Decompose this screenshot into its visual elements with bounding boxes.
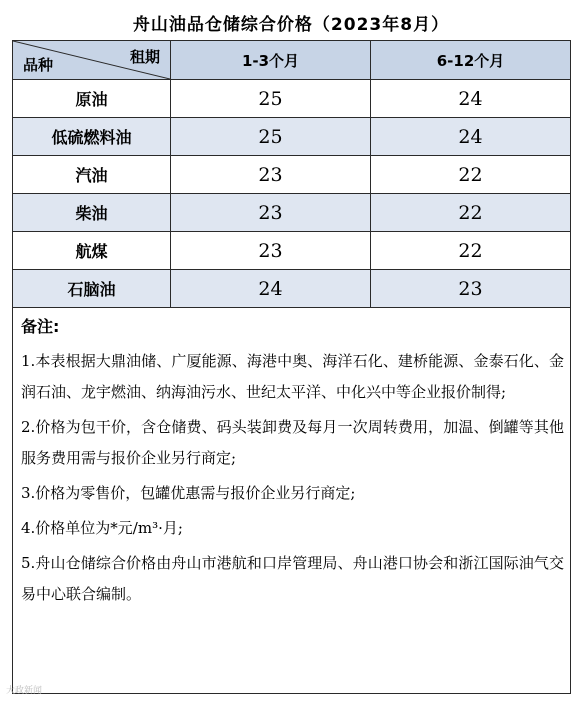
price-6-12-cell: 22 — [371, 232, 571, 270]
header-corner-cell — [13, 41, 171, 80]
variety-cell: 石脑油 — [13, 270, 171, 308]
price-1-3-cell: 23 — [171, 194, 371, 232]
price-1-3-cell: 25 — [171, 118, 371, 156]
price-6-12-cell: 23 — [371, 270, 571, 308]
variety-cell: 低硫燃料油 — [13, 118, 171, 156]
table-row — [13, 232, 571, 270]
price-6-12-cell: 24 — [371, 80, 571, 118]
notes-title: 备注: — [21, 317, 60, 336]
price-6-12-cell: 22 — [371, 194, 571, 232]
header-6-12-months: 6-12个月 — [371, 41, 571, 80]
table-row — [13, 118, 571, 156]
price-1-3-cell: 23 — [171, 232, 371, 270]
header-1-3-months: 1-3个月 — [171, 41, 371, 80]
variety-cell: 航煤 — [13, 232, 171, 270]
variety-cell: 原油 — [13, 80, 171, 118]
table-header-row — [13, 41, 571, 80]
price-1-3-cell: 23 — [171, 156, 371, 194]
notes-cell — [13, 308, 571, 694]
table-row — [13, 80, 571, 118]
table-row — [13, 194, 571, 232]
header-variety-label: 品种 — [23, 56, 54, 74]
table-row — [13, 156, 571, 194]
table-row — [13, 270, 571, 308]
variety-cell: 柴油 — [13, 194, 171, 232]
note-item-2: 2.价格为包干价，含仓储费、码头装卸费及每月一次周转费用，加温、倒罐等其他服务费用需与报价企业另行商定; — [21, 418, 564, 467]
price-1-3-cell: 25 — [171, 80, 371, 118]
variety-cell: 汽油 — [13, 156, 171, 194]
notes-row — [13, 308, 571, 694]
price-table — [12, 40, 571, 694]
note-item-1: 1.本表根据大鼎油储、广厦能源、海港中奥、海洋石化、建桥能源、金泰石化、金润石油、龙宇燃油、纳海油污水、世纪太平洋、中化兴中等企业报价制得; — [21, 352, 564, 401]
price-6-12-cell: 24 — [371, 118, 571, 156]
price-6-12-cell: 22 — [371, 156, 571, 194]
price-1-3-cell: 24 — [171, 270, 371, 308]
note-item-5: 5.舟山仓储综合价格由舟山市港航和口岸管理局、舟山港口协会和浙江国际油气交易中心联合编制。 — [21, 554, 564, 603]
note-item-4: 4.价格单位为*元/m³·月; — [21, 519, 183, 537]
note-item-3: 3.价格为零售价，包罐优惠需与报价企业另行商定; — [21, 484, 356, 502]
header-lease-term-label: 租期 — [129, 48, 160, 66]
watermark: 大政新闻 — [6, 686, 43, 696]
page-title: 舟山油品仓储综合价格（2023年8月） — [132, 15, 450, 35]
